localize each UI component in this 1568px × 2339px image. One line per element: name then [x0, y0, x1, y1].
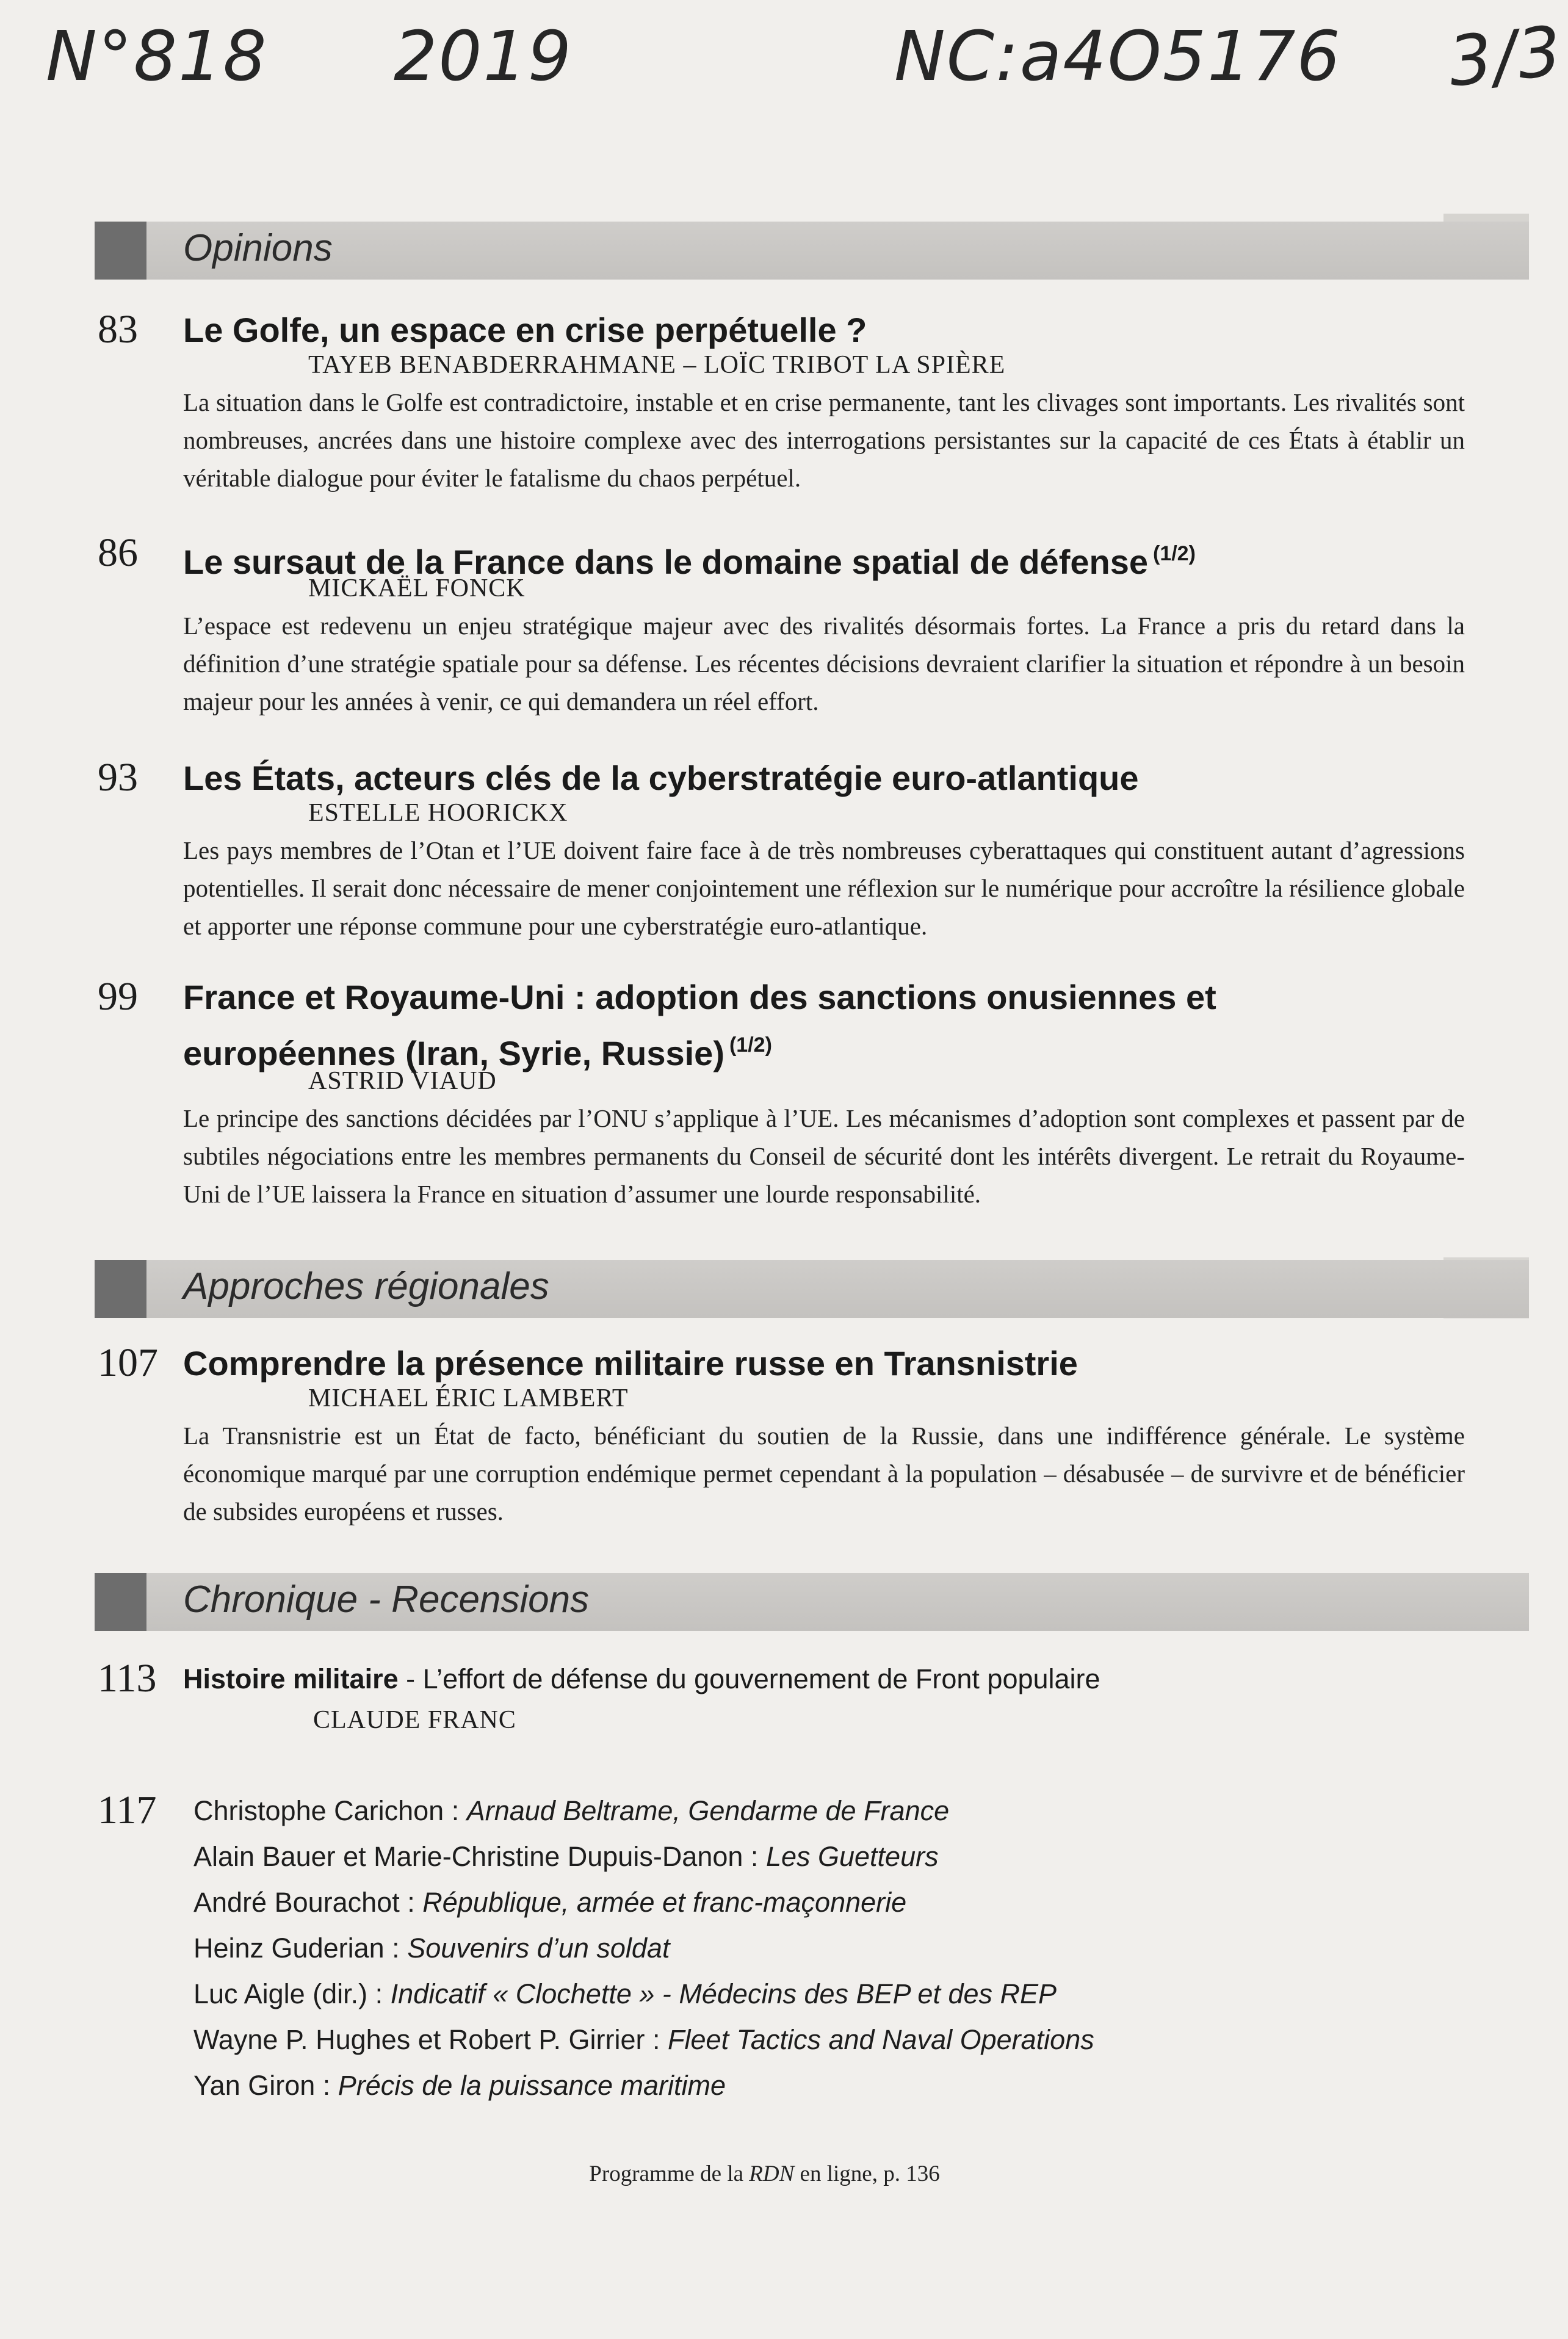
section-band	[146, 222, 1529, 280]
review-item: Yan Giron : Précis de la puissance maritime	[193, 2070, 726, 2101]
page-number: 107	[98, 1340, 158, 1385]
section-marker	[95, 1573, 146, 1631]
article-summary: L’espace est redevenu un enjeu stratégique majeur avec des rivalités désormais fortes. La France a pris du retard dans la définition d’une stratégie spatiale pour sa défense. Les récentes décisions devraient clarifier la situation et répondre à un besoin majeur pour les années à venir, ce qui demandera un réel effort.	[183, 612, 1465, 715]
article-title: Le sursaut de la France dans le domaine spatial de défense $^{(1/2)}$	[183, 542, 1196, 581]
review-book-title: Fleet Tactics and Naval Operations	[668, 2024, 1094, 2055]
article-summary: La situation dans le Golfe est contradictoire, instable et en crise permanente, tant les clivages sont importants. Les rivalités sont nombreuses, ancrées dans une histoire complexe avec des interrogations persistantes sur la capacité de ces États à établir un véritable dialogue pour éviter le fatalisme du chaos perpétuel.	[183, 388, 1465, 492]
page-number: 93	[98, 755, 138, 800]
review-book-title: Arnaud Beltrame, Gendarme de France	[466, 1795, 950, 1826]
article-title: Les États, acteurs clés de la cyberstratégie euro-atlantique	[183, 759, 1139, 797]
article-summary: La Transnistrie est un État de facto, bénéficiant du soutien de la Russie, dans une indifférence générale. Le système économique marqué par une corruption endémique permet cependant à la population – désabusée – de survivre et de bénéficier de subsides européens et russes.	[183, 1422, 1465, 1525]
part-note: (1/2)	[1153, 542, 1196, 565]
page-number: 99	[98, 974, 138, 1019]
article-title: Comprendre la présence militaire russe en Transnistrie	[183, 1344, 1078, 1383]
article-author: MICHAEL ÉRIC LAMBERT	[308, 1384, 629, 1412]
review-item: Heinz Guderian : Souvenirs d’un soldat	[193, 1932, 670, 1964]
page-number: 86	[98, 530, 138, 575]
journal-name: RDN	[749, 2161, 795, 2186]
article-author: MICKAËL FONCK	[308, 574, 526, 602]
chronique-title: Histoire militaire - L’effort de défense du gouvernement de Front populaire	[183, 1663, 1100, 1694]
review-book-title: Souvenirs d’un soldat	[407, 1932, 670, 1964]
chronique-author: CLAUDE FRANC	[313, 1706, 516, 1734]
section-title: Opinions	[183, 227, 333, 269]
article-summary: Les pays membres de l’Otan et l’UE doivent faire face à de très nombreuses cyberattaques qui constituent autant d’agressions potentielles. Il serait donc nécessaire de mener conjointement une réflexion sur le numérique pour accroître la résilience globale et apporter une réponse commune pour une cyberstratégie euro-atlantique.	[183, 836, 1465, 940]
section-marker	[95, 222, 146, 280]
review-book-title: Les Guetteurs	[765, 1841, 939, 1872]
article-author: ESTELLE HOORICKX	[308, 799, 568, 827]
article-author: TAYEB BENABDERRAHMANE – LOÏC TRIBOT LA SPIÈRE	[308, 351, 1006, 379]
page-number: 83	[98, 307, 138, 352]
handwritten-year: 2019	[394, 17, 573, 96]
review-book-title: Précis de la puissance maritime	[338, 2070, 726, 2101]
handwritten-nc-code: NC:a4O5176	[894, 17, 1342, 96]
page-number: 113	[98, 1656, 157, 1701]
article-title: France et Royaume-Uni : adoption des sanctions onusiennes et européennes (Iran, Syrie, Russie) $^{(1/2)}$	[183, 978, 1216, 1072]
review-item: Wayne P. Hughes et Robert P. Girrier : Fleet Tactics and Naval Operations	[193, 2024, 1094, 2055]
review-item: André Bourachot : République, armée et franc-maçonnerie	[193, 1887, 907, 1918]
section-title: Chronique - Recensions	[183, 1578, 590, 1621]
page-number: 117	[98, 1788, 157, 1832]
handwritten-number: N°818	[46, 17, 268, 96]
article-author: ASTRID VIAUD	[308, 1067, 497, 1095]
review-item: Christophe Carichon : Arnaud Beltrame, Gendarme de France	[193, 1795, 950, 1826]
review-book-title: Indicatif « Clochette » - Médecins des BEP et des REP	[390, 1978, 1057, 2009]
section-title: Approches régionales	[183, 1265, 549, 1307]
article-summary: Le principe des sanctions décidées par l’ONU s’applique à l’UE. Les mécanismes d’adoption sont complexes et passent par de subtiles négociations entre les membres permanents du Conseil de sécurité dont les intérêts divergent. Le retrait du Royaume-Uni de l’UE laissera la France en situation d’assumer une lourde responsabilité.	[183, 1104, 1465, 1208]
handwritten-page-fraction: 3/3	[1445, 11, 1566, 103]
review-book-title: République, armée et franc-maçonnerie	[422, 1887, 907, 1918]
part-note: (1/2)	[729, 1033, 772, 1057]
review-item: Luc Aigle (dir.) : Indicatif « Clochette » - Médecins des BEP et des REP	[193, 1978, 1057, 2009]
chronique-rubric: Histoire militaire	[183, 1663, 399, 1694]
review-item: Alain Bauer et Marie-Christine Dupuis-Danon : Les Guetteurs	[193, 1841, 939, 1872]
section-marker	[95, 1260, 146, 1318]
footer-note: Programme de la RDN en ligne, p. 136	[589, 2161, 940, 2186]
article-title: Le Golfe, un espace en crise perpétuelle ?	[183, 311, 867, 349]
